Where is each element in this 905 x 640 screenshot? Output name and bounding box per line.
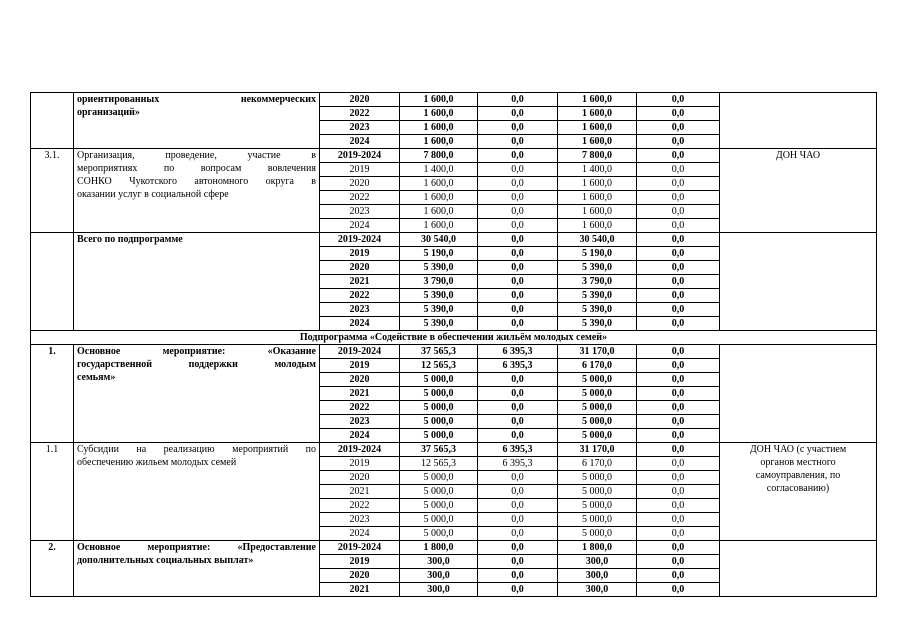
year-cell: 2019-2024 bbox=[320, 149, 400, 163]
year-cell: 2024 bbox=[320, 219, 400, 233]
year-cell: 2022 bbox=[320, 499, 400, 513]
federal-cell: 0,0 bbox=[478, 205, 558, 219]
federal-cell: 0,0 bbox=[478, 471, 558, 485]
regional-cell: 1 600,0 bbox=[558, 135, 637, 149]
executor-cell bbox=[720, 443, 877, 541]
year-cell: 2023 bbox=[320, 121, 400, 135]
federal-cell: 0,0 bbox=[478, 401, 558, 415]
total-cell: 5 190,0 bbox=[400, 247, 478, 261]
text-line: дополнительных социальных выплат» bbox=[77, 555, 254, 566]
executor-cell: ДОН ЧАО bbox=[720, 149, 877, 233]
text-line: мероприятиях по вопросам вовлечения bbox=[77, 163, 316, 174]
year-cell: 2019-2024 bbox=[320, 443, 400, 457]
federal-cell: 0,0 bbox=[478, 289, 558, 303]
federal-cell: 6 395,3 bbox=[478, 457, 558, 471]
year-cell: 2020 bbox=[320, 93, 400, 107]
federal-cell: 0,0 bbox=[478, 247, 558, 261]
other-cell: 0,0 bbox=[637, 135, 720, 149]
total-cell: 1 800,0 bbox=[400, 541, 478, 555]
regional-cell: 6 170,0 bbox=[558, 359, 637, 373]
total-cell: 1 400,0 bbox=[400, 163, 478, 177]
total-cell: 5 000,0 bbox=[400, 527, 478, 541]
text-line: организаций» bbox=[77, 107, 140, 118]
year-cell: 2022 bbox=[320, 289, 400, 303]
federal-cell: 0,0 bbox=[478, 541, 558, 555]
regional-cell: 31 170,0 bbox=[558, 345, 637, 359]
other-cell: 0,0 bbox=[637, 373, 720, 387]
year-cell: 2023 bbox=[320, 513, 400, 527]
regional-cell: 5 000,0 bbox=[558, 499, 637, 513]
program-funding-table bbox=[30, 92, 877, 597]
regional-cell: 300,0 bbox=[558, 569, 637, 583]
year-cell: 2021 bbox=[320, 583, 400, 597]
regional-cell: 1 600,0 bbox=[558, 121, 637, 135]
item-number-cell bbox=[31, 93, 74, 149]
regional-cell: 30 540,0 bbox=[558, 233, 637, 247]
total-cell: 5 390,0 bbox=[400, 289, 478, 303]
federal-cell: 0,0 bbox=[478, 499, 558, 513]
item-number-cell: 3.1. bbox=[31, 149, 74, 233]
text-line: органов местного bbox=[760, 457, 836, 468]
other-cell: 0,0 bbox=[637, 541, 720, 555]
federal-cell: 0,0 bbox=[478, 569, 558, 583]
table-row bbox=[31, 345, 877, 359]
total-cell: 300,0 bbox=[400, 583, 478, 597]
item-number-cell bbox=[31, 233, 74, 331]
total-cell: 1 600,0 bbox=[400, 121, 478, 135]
other-cell: 0,0 bbox=[637, 261, 720, 275]
year-cell: 2024 bbox=[320, 135, 400, 149]
table-row bbox=[31, 443, 877, 457]
other-cell: 0,0 bbox=[637, 93, 720, 107]
other-cell: 0,0 bbox=[637, 177, 720, 191]
other-cell: 0,0 bbox=[637, 387, 720, 401]
total-cell: 1 600,0 bbox=[400, 219, 478, 233]
total-cell: 30 540,0 bbox=[400, 233, 478, 247]
other-cell: 0,0 bbox=[637, 303, 720, 317]
regional-cell: 5 190,0 bbox=[558, 247, 637, 261]
other-cell: 0,0 bbox=[637, 233, 720, 247]
text-line: Организация, проведение, участие в bbox=[77, 150, 316, 161]
regional-cell: 5 000,0 bbox=[558, 527, 637, 541]
year-cell: 2020 bbox=[320, 471, 400, 485]
federal-cell: 0,0 bbox=[478, 219, 558, 233]
year-cell: 2019-2024 bbox=[320, 233, 400, 247]
year-cell: 2024 bbox=[320, 527, 400, 541]
year-cell: 2020 bbox=[320, 569, 400, 583]
total-cell: 7 800,0 bbox=[400, 149, 478, 163]
text-line: оказании услуг в социальной сфере bbox=[77, 189, 229, 200]
item-name-cell bbox=[74, 541, 320, 597]
executor-cell bbox=[720, 93, 877, 149]
total-cell: 1 600,0 bbox=[400, 177, 478, 191]
regional-cell: 3 790,0 bbox=[558, 275, 637, 289]
other-cell: 0,0 bbox=[637, 121, 720, 135]
total-cell: 37 565,3 bbox=[400, 443, 478, 457]
other-cell: 0,0 bbox=[637, 219, 720, 233]
other-cell: 0,0 bbox=[637, 513, 720, 527]
executor-cell bbox=[720, 233, 877, 331]
total-cell: 5 000,0 bbox=[400, 429, 478, 443]
regional-cell: 300,0 bbox=[558, 583, 637, 597]
year-cell: 2022 bbox=[320, 107, 400, 121]
year-cell: 2024 bbox=[320, 317, 400, 331]
regional-cell: 1 600,0 bbox=[558, 93, 637, 107]
federal-cell: 0,0 bbox=[478, 107, 558, 121]
total-cell: 5 000,0 bbox=[400, 499, 478, 513]
year-cell: 2021 bbox=[320, 485, 400, 499]
total-cell: 5 000,0 bbox=[400, 513, 478, 527]
executor-cell bbox=[720, 541, 877, 597]
regional-cell: 5 390,0 bbox=[558, 261, 637, 275]
regional-cell: 5 000,0 bbox=[558, 513, 637, 527]
year-cell: 2020 bbox=[320, 177, 400, 191]
item-name-cell bbox=[74, 345, 320, 443]
other-cell: 0,0 bbox=[637, 247, 720, 261]
regional-cell: 1 800,0 bbox=[558, 541, 637, 555]
text-line: ДОН ЧАО (с участием bbox=[749, 444, 847, 455]
federal-cell: 0,0 bbox=[478, 93, 558, 107]
total-cell: 5 000,0 bbox=[400, 373, 478, 387]
other-cell: 0,0 bbox=[637, 149, 720, 163]
federal-cell: 0,0 bbox=[478, 415, 558, 429]
other-cell: 0,0 bbox=[637, 555, 720, 569]
federal-cell: 0,0 bbox=[478, 583, 558, 597]
text-line: Основное мероприятие: «Оказание bbox=[77, 346, 316, 357]
year-cell: 2019-2024 bbox=[320, 541, 400, 555]
regional-cell: 1 400,0 bbox=[558, 163, 637, 177]
year-cell: 2019 bbox=[320, 555, 400, 569]
federal-cell: 0,0 bbox=[478, 233, 558, 247]
other-cell: 0,0 bbox=[637, 443, 720, 457]
text-line: ориентированных некоммерческих bbox=[77, 94, 316, 105]
text-line: государственной поддержки молодым bbox=[77, 359, 316, 370]
item-number-cell: 1. bbox=[31, 345, 74, 443]
regional-cell: 5 000,0 bbox=[558, 471, 637, 485]
regional-cell: 5 000,0 bbox=[558, 415, 637, 429]
other-cell: 0,0 bbox=[637, 569, 720, 583]
year-cell: 2019 bbox=[320, 163, 400, 177]
total-cell: 5 390,0 bbox=[400, 317, 478, 331]
other-cell: 0,0 bbox=[637, 485, 720, 499]
regional-cell: 6 170,0 bbox=[558, 457, 637, 471]
total-cell: 5 000,0 bbox=[400, 471, 478, 485]
total-cell: 300,0 bbox=[400, 555, 478, 569]
regional-cell: 5 000,0 bbox=[558, 485, 637, 499]
federal-cell: 0,0 bbox=[478, 121, 558, 135]
total-cell: 1 600,0 bbox=[400, 93, 478, 107]
total-cell: 1 600,0 bbox=[400, 205, 478, 219]
federal-cell: 6 395,3 bbox=[478, 443, 558, 457]
other-cell: 0,0 bbox=[637, 359, 720, 373]
total-cell: 1 600,0 bbox=[400, 135, 478, 149]
regional-cell: 5 000,0 bbox=[558, 429, 637, 443]
item-name-cell bbox=[74, 443, 320, 541]
other-cell: 0,0 bbox=[637, 275, 720, 289]
item-name-cell bbox=[74, 93, 320, 149]
total-cell: 1 600,0 bbox=[400, 107, 478, 121]
federal-cell: 0,0 bbox=[478, 177, 558, 191]
year-cell: 2019 bbox=[320, 457, 400, 471]
text-line: самоуправления, по bbox=[755, 470, 841, 481]
regional-cell: 5 390,0 bbox=[558, 289, 637, 303]
executor-cell bbox=[720, 345, 877, 443]
table-row bbox=[31, 149, 877, 163]
total-cell: 300,0 bbox=[400, 569, 478, 583]
item-number-cell: 1.1 bbox=[31, 443, 74, 541]
other-cell: 0,0 bbox=[637, 205, 720, 219]
year-cell: 2019 bbox=[320, 247, 400, 261]
table-row bbox=[31, 541, 877, 555]
other-cell: 0,0 bbox=[637, 317, 720, 331]
other-cell: 0,0 bbox=[637, 345, 720, 359]
total-cell: 5 000,0 bbox=[400, 415, 478, 429]
other-cell: 0,0 bbox=[637, 415, 720, 429]
other-cell: 0,0 bbox=[637, 429, 720, 443]
federal-cell: 0,0 bbox=[478, 513, 558, 527]
other-cell: 0,0 bbox=[637, 583, 720, 597]
total-cell: 5 000,0 bbox=[400, 401, 478, 415]
federal-cell: 0,0 bbox=[478, 527, 558, 541]
text-line: обеспечению жильем молодых семей bbox=[77, 457, 237, 468]
year-cell: 2022 bbox=[320, 191, 400, 205]
total-cell: 5 000,0 bbox=[400, 387, 478, 401]
federal-cell: 0,0 bbox=[478, 373, 558, 387]
other-cell: 0,0 bbox=[637, 401, 720, 415]
regional-cell: 1 600,0 bbox=[558, 191, 637, 205]
total-cell: 1 600,0 bbox=[400, 191, 478, 205]
regional-cell: 5 390,0 bbox=[558, 303, 637, 317]
table-row bbox=[31, 93, 877, 107]
item-number-cell: 2. bbox=[31, 541, 74, 597]
federal-cell: 0,0 bbox=[478, 275, 558, 289]
text-line: СОНКО Чукотского автономного округа в bbox=[77, 176, 316, 187]
other-cell: 0,0 bbox=[637, 191, 720, 205]
year-cell: 2019 bbox=[320, 359, 400, 373]
year-cell: 2021 bbox=[320, 387, 400, 401]
item-name-cell bbox=[74, 149, 320, 233]
regional-cell: 1 600,0 bbox=[558, 177, 637, 191]
regional-cell: 1 600,0 bbox=[558, 205, 637, 219]
item-name-cell: Всего по подпрограмме bbox=[74, 233, 320, 331]
year-cell: 2020 bbox=[320, 261, 400, 275]
other-cell: 0,0 bbox=[637, 527, 720, 541]
year-cell: 2024 bbox=[320, 429, 400, 443]
federal-cell: 0,0 bbox=[478, 303, 558, 317]
regional-cell: 1 600,0 bbox=[558, 219, 637, 233]
year-cell: 2020 bbox=[320, 373, 400, 387]
regional-cell: 7 800,0 bbox=[558, 149, 637, 163]
year-cell: 2021 bbox=[320, 275, 400, 289]
year-cell: 2023 bbox=[320, 415, 400, 429]
federal-cell: 6 395,3 bbox=[478, 345, 558, 359]
other-cell: 0,0 bbox=[637, 499, 720, 513]
total-cell: 12 565,3 bbox=[400, 359, 478, 373]
federal-cell: 0,0 bbox=[478, 149, 558, 163]
regional-cell: 31 170,0 bbox=[558, 443, 637, 457]
federal-cell: 0,0 bbox=[478, 429, 558, 443]
other-cell: 0,0 bbox=[637, 163, 720, 177]
total-cell: 3 790,0 bbox=[400, 275, 478, 289]
other-cell: 0,0 bbox=[637, 457, 720, 471]
total-cell: 5 390,0 bbox=[400, 261, 478, 275]
year-cell: 2022 bbox=[320, 401, 400, 415]
year-cell: 2023 bbox=[320, 205, 400, 219]
regional-cell: 1 600,0 bbox=[558, 107, 637, 121]
total-cell: 12 565,3 bbox=[400, 457, 478, 471]
year-cell: 2019-2024 bbox=[320, 345, 400, 359]
section-title: Подпрограмма «Содействие в обеспечении жильём молодых семей» bbox=[31, 331, 877, 345]
section-header-row bbox=[31, 331, 877, 345]
regional-cell: 300,0 bbox=[558, 555, 637, 569]
regional-cell: 5 000,0 bbox=[558, 387, 637, 401]
federal-cell: 6 395,3 bbox=[478, 359, 558, 373]
federal-cell: 0,0 bbox=[478, 191, 558, 205]
text-line: семьям» bbox=[77, 372, 116, 383]
year-cell: 2023 bbox=[320, 303, 400, 317]
federal-cell: 0,0 bbox=[478, 135, 558, 149]
total-cell: 5 390,0 bbox=[400, 303, 478, 317]
federal-cell: 0,0 bbox=[478, 163, 558, 177]
other-cell: 0,0 bbox=[637, 471, 720, 485]
other-cell: 0,0 bbox=[637, 289, 720, 303]
federal-cell: 0,0 bbox=[478, 555, 558, 569]
federal-cell: 0,0 bbox=[478, 317, 558, 331]
total-cell: 37 565,3 bbox=[400, 345, 478, 359]
text-line: Субсидии на реализацию мероприятий по bbox=[77, 444, 316, 455]
text-line: Основное мероприятие: «Предоставление bbox=[77, 542, 316, 553]
total-cell: 5 000,0 bbox=[400, 485, 478, 499]
text-line: согласованию) bbox=[766, 483, 830, 494]
federal-cell: 0,0 bbox=[478, 261, 558, 275]
regional-cell: 5 390,0 bbox=[558, 317, 637, 331]
table-row bbox=[31, 233, 877, 247]
federal-cell: 0,0 bbox=[478, 485, 558, 499]
regional-cell: 5 000,0 bbox=[558, 401, 637, 415]
regional-cell: 5 000,0 bbox=[558, 373, 637, 387]
other-cell: 0,0 bbox=[637, 107, 720, 121]
federal-cell: 0,0 bbox=[478, 387, 558, 401]
